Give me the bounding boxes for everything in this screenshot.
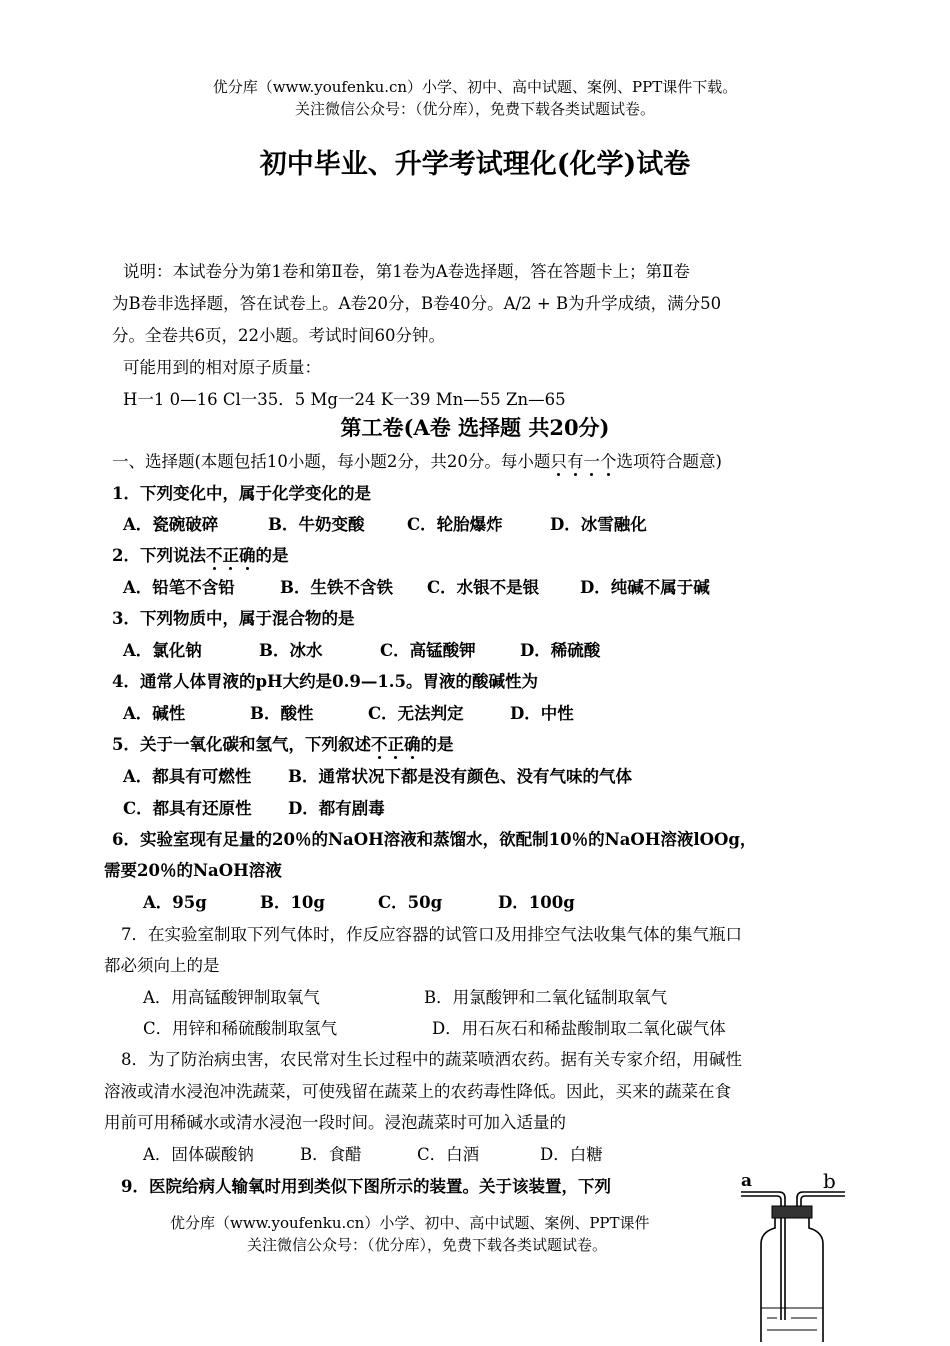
section-intro bbox=[112, 448, 722, 472]
atomic-masses: H一1 0—16 Cl一35．5 Mg一24 K一39 Mn—55 Zn—65 bbox=[123, 390, 566, 409]
question-6-line-1: 6．实验室现有足量的20％的NaOH溶液和蒸馏水，欲配制10％的NaOH溶液lOOg， bbox=[112, 830, 757, 849]
question-3-stem: 3．下列物质中，属于混合物的是 bbox=[112, 609, 355, 628]
question-2-stem bbox=[112, 542, 288, 566]
q7-option-a: A．用高锰酸钾制取氧气 bbox=[143, 988, 320, 1007]
q1-option-c: C．轮胎爆炸 bbox=[407, 515, 503, 534]
q2-option-a: A．铅笔不含铅 bbox=[123, 578, 235, 597]
intro-line-2: 为B卷非选择题，答在试卷上。A卷20分，B卷40分。A/2 + B为升学成绩，满分50 bbox=[112, 294, 722, 313]
q5-option-a: A．都具有可燃性 bbox=[123, 767, 252, 786]
question-6-line-2: 需要20％的NaOH溶液 bbox=[104, 861, 282, 880]
question-4-stem: 4．通常人体胃液的pH大约是0.9—1.5。胃液的酸碱性为 bbox=[112, 672, 539, 691]
section-title: 第工卷(A卷 选择题 共20分) bbox=[340, 415, 610, 440]
emphasis-char: 正 bbox=[387, 735, 404, 754]
question-8-line-1: 8．为了防治病虫害，农民常对生长过程中的蔬菜喷洒农药。据有关专家介绍，用碱性 bbox=[121, 1050, 742, 1069]
question-5-stem bbox=[112, 731, 453, 755]
label-b: b bbox=[823, 1169, 836, 1193]
gas-bottle-figure bbox=[735, 1168, 850, 1342]
question-8-line-2: 溶液或清水浸泡冲洗蔬菜，可使残留在蔬菜上的农药毒性降低。因此，买来的蔬菜在食 bbox=[104, 1082, 731, 1101]
q1-option-b: B．牛奶变酸 bbox=[268, 515, 365, 534]
header-line-2: 关注微信公众号：（优分库），免费下载各类试题试卷。 bbox=[294, 100, 655, 118]
q3-option-d: D．稀硫酸 bbox=[520, 641, 601, 660]
emphasis-char: 确 bbox=[403, 735, 421, 754]
q7-option-c: C．用锌和稀硫酸制取氢气 bbox=[143, 1019, 338, 1038]
q5-option-c: C．都具有还原性 bbox=[123, 799, 252, 818]
q6-option-a: A．95g bbox=[143, 893, 207, 912]
q5-option-d: D．都有剧毒 bbox=[288, 799, 385, 818]
q8-option-b: B．食醋 bbox=[300, 1145, 362, 1164]
q8-option-d: D．白糖 bbox=[540, 1145, 603, 1164]
intro-line-3: 分。全卷共6页，22小题。考试时间60分钟。 bbox=[112, 326, 445, 345]
q7-option-d: D．用石灰石和稀盐酸制取二氧化碳气体 bbox=[432, 1019, 726, 1038]
q2-option-d: D．纯碱不属于碱 bbox=[580, 578, 710, 597]
intro-line-1: 说明：本试卷分为第1卷和第Ⅱ卷，第1卷为A卷选择题，答在答题卡上；第Ⅱ卷 bbox=[123, 262, 690, 281]
q5-stem-post: 的是 bbox=[420, 735, 454, 754]
q5-option-b: B．通常状况下都是没有颜色、没有气味的气体 bbox=[288, 767, 632, 786]
q6-option-b: B．10g bbox=[260, 893, 325, 912]
q3-option-b: B．冰水 bbox=[259, 641, 323, 660]
emphasis-char: 个 bbox=[599, 452, 617, 471]
emphasis-char: 正 bbox=[222, 546, 239, 565]
q6-option-d: D．100g bbox=[498, 893, 575, 912]
q8-option-a: A．固体碳酸钠 bbox=[143, 1145, 254, 1164]
q1-option-a: A．瓷碗破碎 bbox=[123, 515, 219, 534]
q2-stem-post: 的是 bbox=[255, 546, 289, 565]
question-8-line-3: 用前可用稀碱水或清水浸泡一段时间。浸泡蔬菜时可加入适量的 bbox=[104, 1113, 566, 1132]
footer-line-1: 优分库（www.youfenku.cn）小学、初中、高中试题、案例、PPT课件 bbox=[170, 1214, 650, 1232]
question-7-line-1: 7．在实验室制取下列气体时，作反应容器的试管口及用排空气法收集气体的集气瓶口 bbox=[121, 925, 742, 944]
emphasis-char: 有 bbox=[566, 452, 584, 471]
q4-option-b: B．酸性 bbox=[250, 704, 314, 723]
footer-line-2: 关注微信公众号：（优分库），免费下载各类试题试卷。 bbox=[247, 1236, 608, 1254]
q8-option-c: C．白酒 bbox=[417, 1145, 480, 1164]
section-intro-pre: 一、选择题(本题包括10小题，每小题2分，共20分。每小题 bbox=[112, 452, 551, 471]
q2-stem-pre: 2．下列说法 bbox=[112, 546, 206, 565]
header-line-1: 优分库（www.youfenku.cn）小学、初中、高中试题、案例、PPT课件下载。 bbox=[212, 78, 738, 96]
emphasis-char: 只 bbox=[550, 452, 567, 471]
question-7-line-2: 都必须向上的是 bbox=[104, 956, 220, 975]
q1-option-d: D．冰雪融化 bbox=[550, 515, 647, 534]
q2-option-b: B．生铁不含铁 bbox=[280, 578, 393, 597]
q3-option-a: A．氯化钠 bbox=[123, 641, 202, 660]
question-1-stem: 1．下列变化中，属于化学变化的是 bbox=[112, 484, 371, 503]
gas-bottle-diagram bbox=[735, 1168, 850, 1342]
stopper bbox=[772, 1206, 812, 1218]
page-title: 初中毕业、升学考试理化(化学)试卷 bbox=[259, 149, 691, 180]
emphasis-char: 一 bbox=[583, 452, 600, 471]
q4-option-a: A．碱性 bbox=[123, 704, 186, 723]
q4-option-d: D．中性 bbox=[510, 704, 574, 723]
emphasis-char: 不 bbox=[370, 735, 388, 754]
emphasis-char: 不 bbox=[205, 546, 223, 565]
q2-option-c: C．水银不是银 bbox=[427, 578, 540, 597]
bottle-outline bbox=[761, 1218, 823, 1342]
q4-option-c: C．无法判定 bbox=[368, 704, 464, 723]
q6-option-c: C．50g bbox=[378, 893, 443, 912]
question-9-stem: 9．医院给病人输氧时用到类似下图所示的装置。关于该装置，下列 bbox=[121, 1177, 611, 1196]
q5-stem-pre: 5．关于一氧化碳和氢气，下列叙述 bbox=[112, 735, 371, 754]
q7-option-b: B．用氯酸钾和二氧化锰制取氧气 bbox=[424, 988, 668, 1007]
intro-line-4: 可能用到的相对原子质量： bbox=[123, 358, 321, 377]
q3-option-c: C．高锰酸钾 bbox=[380, 641, 476, 660]
label-a: a bbox=[741, 1171, 753, 1191]
emphasis-char: 确 bbox=[238, 546, 256, 565]
section-intro-post: 选项符合题意) bbox=[616, 452, 722, 471]
